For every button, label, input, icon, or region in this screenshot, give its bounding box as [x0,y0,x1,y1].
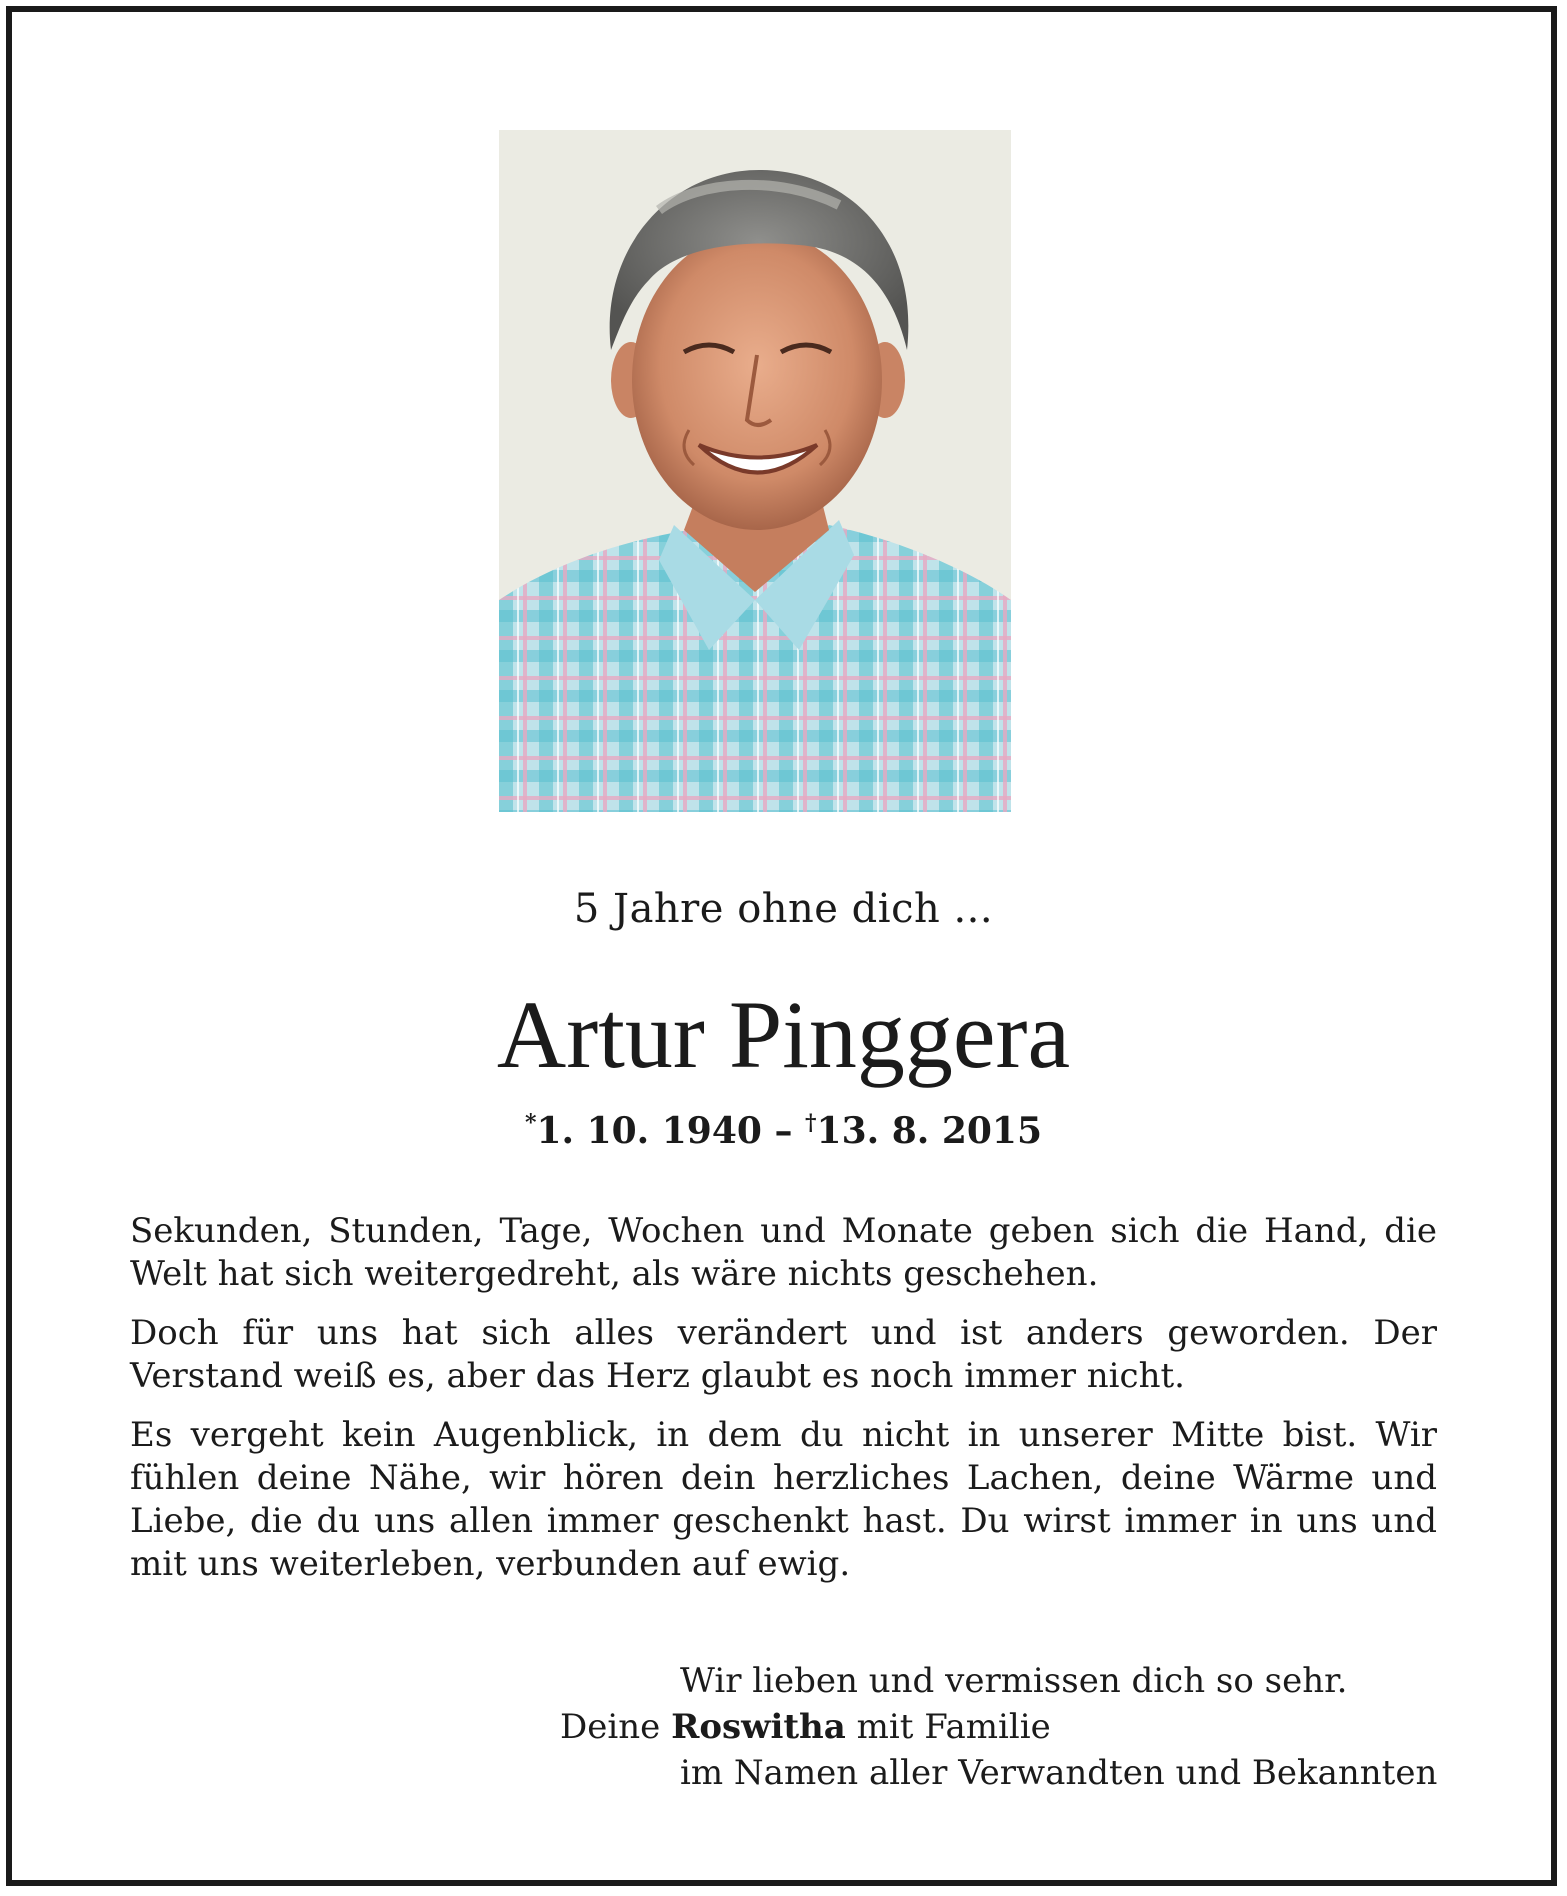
signer-suffix: mit Familie [845,1707,1051,1747]
deceased-name: Artur Pinggera [496,981,1071,1088]
paragraph: Sekunden, Stunden, Tage, Wochen und Monate geben sich die Hand, die Welt hat sich weitergedreht, als wäre nichts geschehen. [130,1211,1437,1294]
paragraph: Doch für uns hat sich alles verändert und ist anders geworden. Der Verstand weiß es, aber das Herz glaubt es noch immer nicht. [130,1313,1437,1396]
death-date: 13. 8. 2015 [816,1110,1043,1152]
paragraph: Es vergeht kein Augenblick, in dem du nicht in unserer Mitte bist. Wir fühlen deine Nähe, wir hören dein herzliches Lachen, deine Wärme und Liebe, die du uns allen immer geschenkt hast. Du wirst immer in uns und mit uns weiterleben, verbunden auf ewig. [130,1415,1437,1584]
signer-line [560,1704,1440,1750]
signer-prefix: Deine [560,1707,672,1747]
dates-separator: – [761,1110,806,1152]
relatives-line: im Namen aller Verwandten und Bekannten [680,1753,1438,1793]
memorial-subtitle: 5 Jahre ohne dich ... [573,886,994,932]
birth-symbol: * [524,1110,537,1136]
signer-name: Roswitha [671,1707,846,1747]
closing-signature [560,1658,1440,1796]
death-symbol: † [805,1110,817,1136]
portrait-photo [499,130,1011,812]
birth-date: 1. 10. 1940 [536,1110,762,1152]
closing-line: Wir lieben und vermissen dich so sehr. [680,1661,1348,1701]
life-dates [0,1110,1567,1152]
memorial-text [130,1210,1437,1602]
